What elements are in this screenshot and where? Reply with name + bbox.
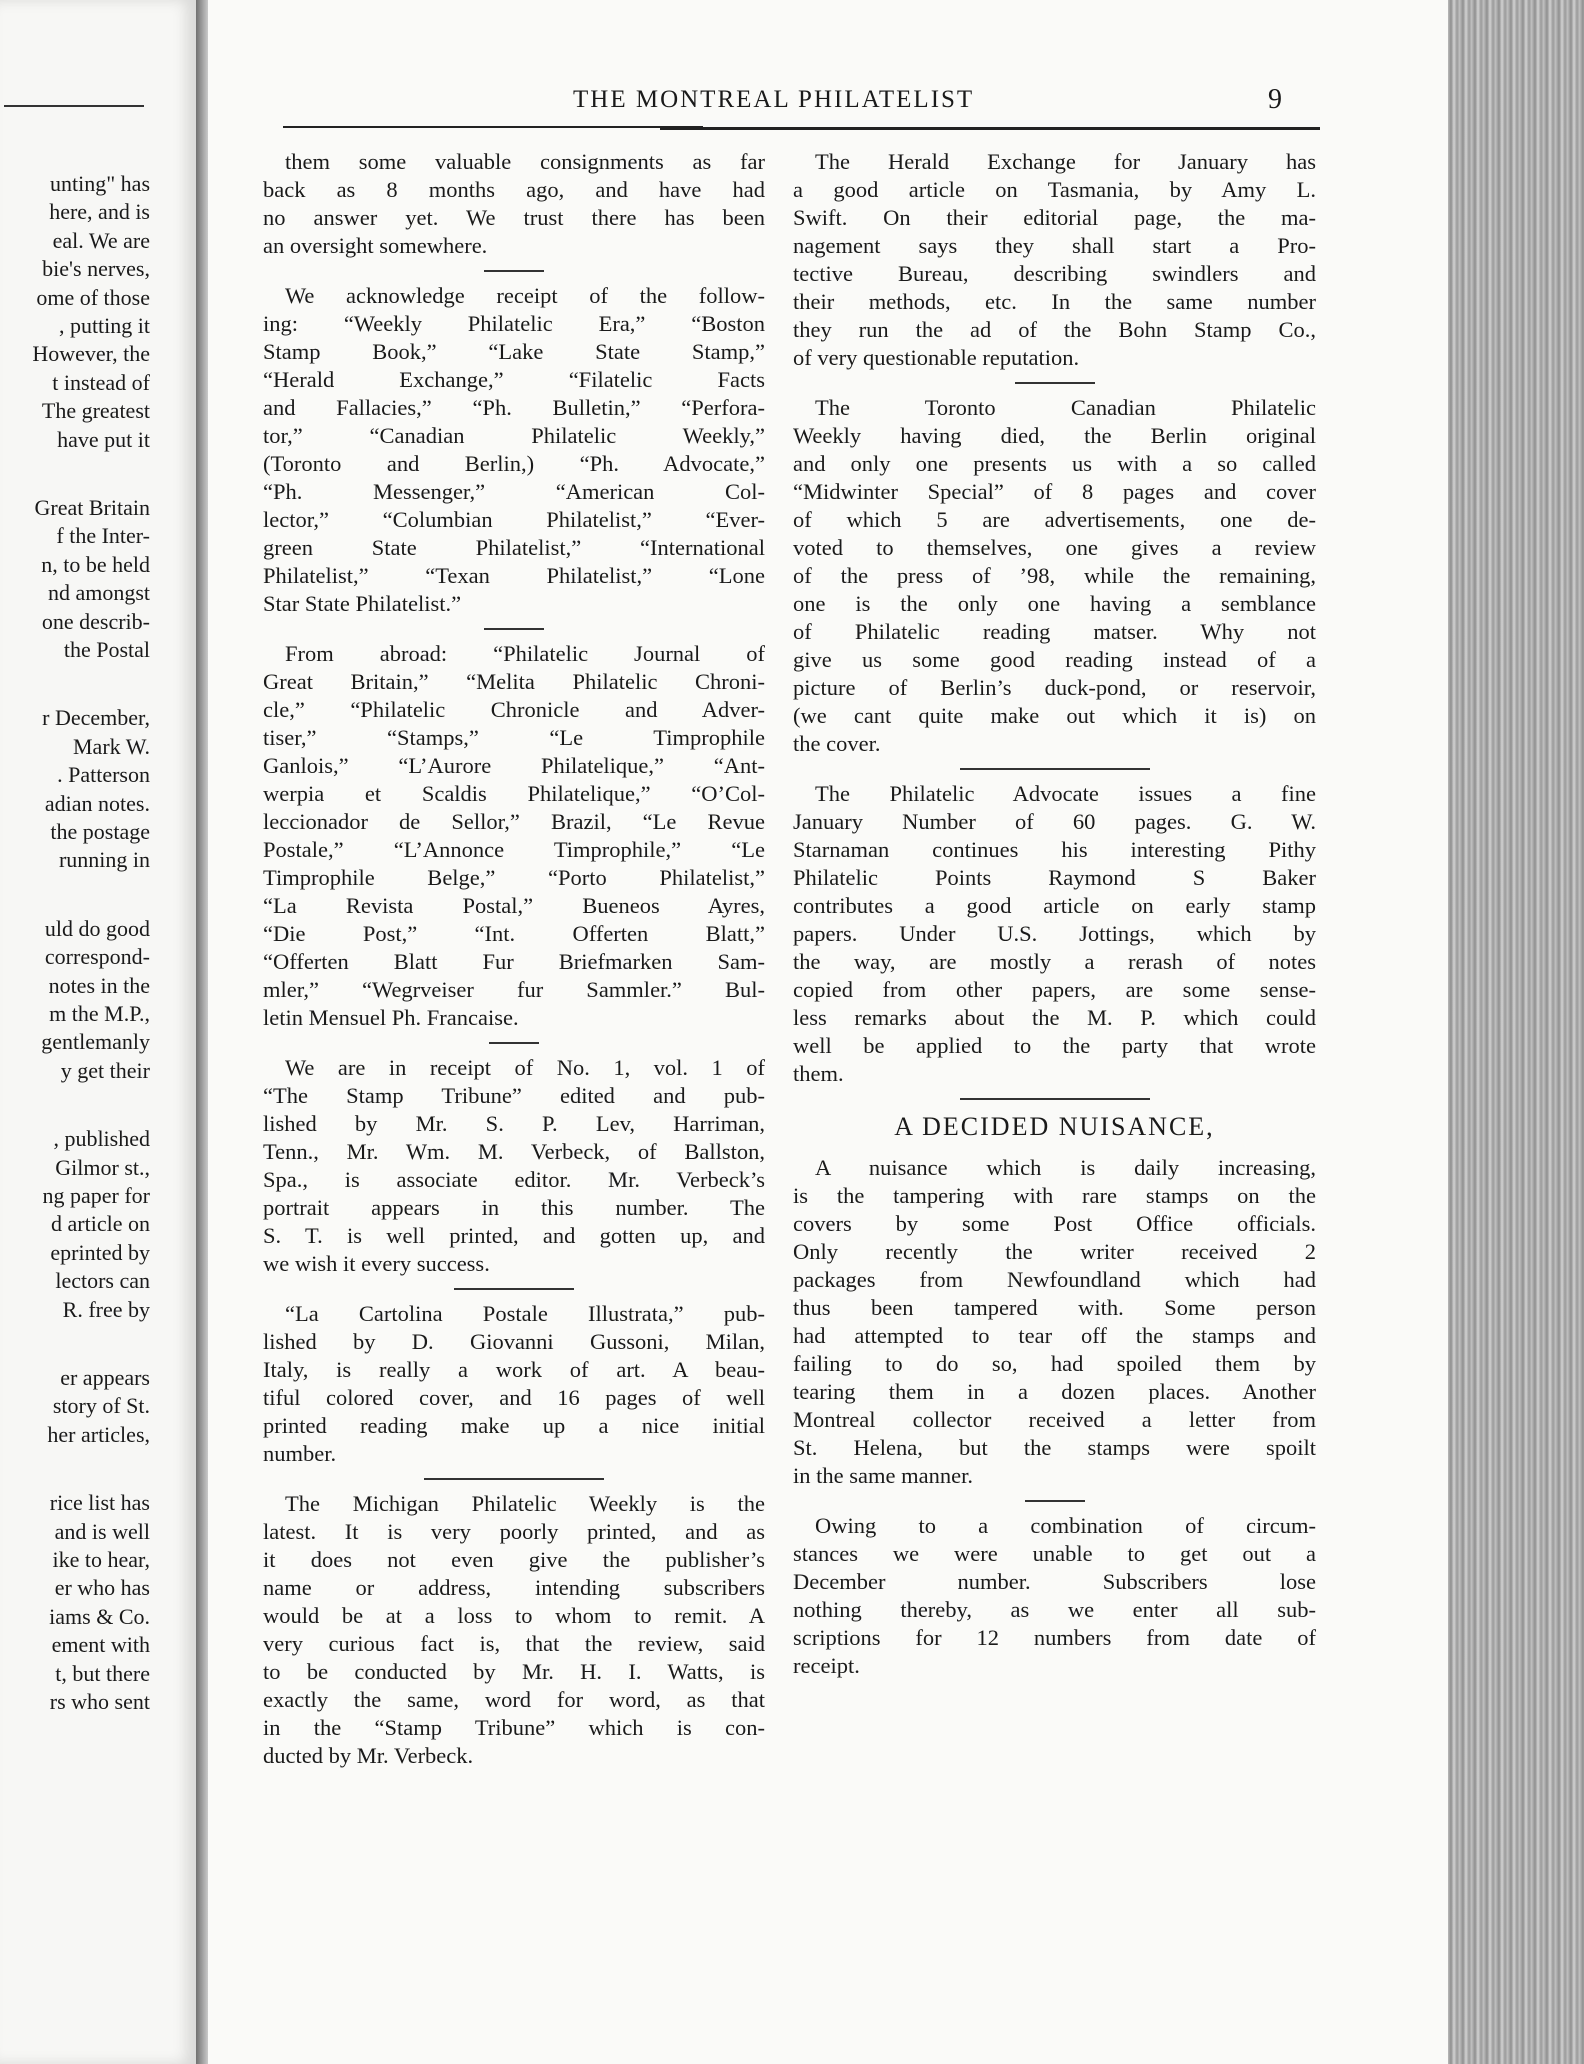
facing-page-line: her articles,: [47, 1421, 150, 1447]
facing-page-line: iams & Co.: [49, 1603, 150, 1629]
text-line: no answer yet. We trust there has been: [263, 205, 765, 230]
text-line: Philatelic Points Raymond S Baker: [793, 865, 1316, 890]
text-line: would be at a loss to whom to remit. A: [263, 1603, 765, 1628]
text-line: a good article on Tasmania, by Amy L.: [793, 177, 1316, 202]
text-line: S. T. is well printed, and gotten up, and: [263, 1223, 765, 1248]
facing-page-line: ome of those: [36, 284, 150, 310]
facing-page-line: here, and is: [49, 199, 150, 225]
text-line: voted to themselves, one gives a review: [793, 535, 1316, 560]
text-line: exactly the same, word for word, as that: [263, 1687, 765, 1712]
text-line: lector,” “Columbian Philatelist,” “Ever-: [263, 507, 765, 532]
text-line: number.: [263, 1441, 337, 1466]
text-line: “The Stamp Tribune” edited and pub-: [263, 1083, 765, 1108]
paragraph: [793, 394, 1316, 758]
paragraph: [263, 1490, 765, 1770]
text-line: well be applied to the party that wrote: [793, 1033, 1316, 1058]
text-line: of which 5 are advertisements, one de-: [793, 507, 1316, 532]
text-line: Weekly having died, the Berlin original: [793, 423, 1316, 448]
text-line: the way, are mostly a rerash of notes: [793, 949, 1316, 974]
facing-page-line: rs who sent: [49, 1689, 150, 1714]
text-line: The Herald Exchange for January has: [815, 149, 1316, 174]
facing-page-line: adian notes.: [44, 790, 150, 816]
text-line: Swift. On their editorial page, the ma-: [793, 205, 1316, 230]
text-line: Ganlois,” “L’Aurore Philatelique,” “Ant-: [263, 753, 765, 778]
text-line: Star State Philatelist.”: [263, 591, 462, 616]
text-line: We are in receipt of No. 1, vol. 1 of: [285, 1055, 765, 1080]
book-gutter: [196, 0, 208, 2064]
text-line: “Offerten Blatt Fur Briefmarken Sam-: [263, 949, 765, 974]
facing-page-line: , published: [53, 1126, 150, 1152]
paragraph: [793, 1512, 1316, 1680]
text-line: The Michigan Philatelic Weekly is the: [285, 1491, 765, 1516]
facing-page-line: eal. We are: [52, 227, 150, 253]
page-edges: [1448, 0, 1584, 2064]
text-line: December number. Subscribers lose: [793, 1569, 1316, 1594]
text-line: “La Cartolina Postale Illustrata,” pub-: [285, 1301, 765, 1326]
page: [208, 0, 1448, 2064]
text-line: (we cant quite make out which it is) on: [793, 703, 1316, 728]
text-line: tiful colored cover, and 16 pages of well: [263, 1385, 765, 1410]
section-separator: [1015, 382, 1095, 384]
text-line: “Ph. Messenger,” “American Col-: [263, 479, 765, 504]
text-line: letin Mensuel Ph. Francaise.: [263, 1005, 519, 1030]
text-line: cle,” “Philatelic Chronicle and Adver-: [263, 697, 765, 722]
text-line: werpia et Scaldis Philatelique,” “O’Col-: [263, 781, 765, 806]
facing-page-line: one describ-: [41, 608, 150, 634]
text-line: Montreal collector received a letter from: [793, 1407, 1316, 1432]
paragraph: [793, 780, 1316, 1088]
text-line: Stamp Book,” “Lake State Stamp,”: [263, 339, 765, 364]
text-line: of Philatelic reading matser. Why not: [793, 619, 1316, 644]
text-line: Philatelist,” “Texan Philatelist,” “Lone: [263, 563, 765, 588]
paragraph: [263, 1054, 765, 1278]
paragraph: [793, 1154, 1316, 1490]
text-line: receipt.: [793, 1653, 860, 1678]
facing-page-line: ng paper for: [42, 1183, 150, 1208]
text-line: less remarks about the M. P. which could: [793, 1005, 1316, 1030]
facing-page-line: uld do good: [44, 915, 150, 941]
facing-page-line: Gilmor st.,: [55, 1154, 150, 1180]
facing-page-line: . Patterson: [57, 762, 150, 788]
text-line: very curious fact is, that the review, said: [263, 1631, 765, 1656]
text-line: is the tampering with rare stamps on the: [793, 1183, 1316, 1208]
text-line: an oversight somewhere.: [263, 233, 488, 258]
text-line: lished by Mr. S. P. Lev, Harriman,: [263, 1111, 765, 1136]
facing-page-line: the Postal: [63, 637, 150, 662]
paragraph: [263, 640, 765, 1032]
facing-page-line: notes in the: [48, 972, 150, 998]
facing-page-line: er who has: [54, 1575, 150, 1601]
text-line: Spa., is associate editor. Mr. Verbeck’s: [263, 1167, 765, 1192]
facing-page-line: ement with: [51, 1632, 150, 1658]
header-rule-left: [283, 126, 703, 128]
running-title: THE MONTREAL PHILATELIST: [573, 86, 975, 113]
text-line: they run the ad of the Bohn Stamp Co.,: [793, 317, 1316, 342]
column-right: [793, 148, 1316, 1680]
text-line: we wish it every success.: [263, 1251, 490, 1276]
section-separator: [454, 1288, 574, 1290]
section-separator: [484, 270, 544, 272]
text-line: “La Revista Postal,” Bueneos Ayres,: [263, 893, 765, 918]
text-line: “Midwinter Special” of 8 pages and cover: [793, 479, 1316, 504]
text-line: Postale,” “L’Annonce Timprophile,” “Le: [263, 837, 765, 862]
facing-page-line: eprinted by: [50, 1239, 150, 1265]
text-line: thus been tampered with. Some person: [793, 1295, 1316, 1320]
facing-page-fragment: [0, 0, 196, 2064]
text-line: of the press of ’98, while the remaining,: [793, 563, 1316, 588]
text-line: contributes a good article on early stamp: [793, 893, 1316, 918]
text-line: Italy, is really a work of art. A beau-: [263, 1357, 765, 1382]
facing-page-line: running in: [58, 847, 150, 873]
section-separator: [424, 1478, 604, 1480]
section-separator: [960, 1098, 1150, 1100]
paragraph: [263, 148, 765, 260]
facing-page-line: nd amongst: [47, 580, 150, 606]
text-line: Timprophile Belge,” “Porto Philatelist,”: [263, 865, 765, 890]
facing-page-rule: [4, 105, 144, 107]
paragraph: [263, 282, 765, 618]
text-line: nothing thereby, as we enter all sub-: [793, 1597, 1316, 1622]
paragraph: [263, 1300, 765, 1468]
text-line: scriptions for 12 numbers from date of: [793, 1625, 1316, 1650]
text-line: ducted by Mr. Verbeck.: [263, 1743, 474, 1768]
text-line: (Toronto and Berlin,) “Ph. Advocate,”: [263, 451, 765, 476]
text-line: the cover.: [793, 731, 881, 756]
column-left: [263, 148, 765, 1770]
text-line: stances we were unable to get out a: [793, 1541, 1316, 1566]
text-line: Starnaman continues his interesting Pithy: [793, 837, 1316, 862]
facing-page-line: The greatest: [41, 398, 150, 424]
text-line: their methods, etc. In the same number: [793, 289, 1316, 314]
section-separator: [960, 768, 1150, 770]
facing-page-line: have put it: [57, 426, 150, 452]
text-line: portrait appears in this number. The: [263, 1195, 765, 1220]
page-number: 9: [1268, 84, 1282, 115]
section-heading: A DECIDED NUISANCE,: [894, 1112, 1215, 1141]
text-line: tor,” “Canadian Philatelic Weekly,”: [263, 423, 765, 448]
text-line: nagement says they shall start a Pro-: [793, 233, 1316, 258]
facing-page-line: t, but there: [55, 1660, 150, 1686]
text-line: A nuisance which is daily increasing,: [815, 1155, 1316, 1180]
facing-page-line: Great Britain: [34, 495, 150, 520]
text-line: “Die Post,” “Int. Offerten Blatt,”: [263, 921, 765, 946]
text-line: The Philatelic Advocate issues a fine: [815, 781, 1316, 806]
facing-page-line: er appears: [60, 1365, 150, 1390]
text-line: failing to do so, had spoiled them by: [793, 1351, 1316, 1376]
facing-page-line: rice list has: [49, 1490, 150, 1516]
text-line: and Fallacies,” “Ph. Bulletin,” “Perfora-: [263, 395, 765, 420]
text-line: name or address, intending subscribers: [263, 1575, 765, 1600]
text-line: picture of Berlin’s duck-pond, or reservoir,: [793, 675, 1316, 700]
text-line: tiser,” “Stamps,” “Le Timprophile: [263, 725, 765, 750]
facing-page-line: story of St.: [52, 1393, 150, 1419]
facing-page-line: y get their: [60, 1057, 150, 1083]
facing-page-line: f the Inter-: [56, 523, 150, 549]
text-line: Tenn., Mr. Wm. M. Verbeck, of Ballston,: [263, 1139, 765, 1164]
paragraph: [793, 148, 1316, 372]
text-line: it does not even give the publisher’s: [263, 1547, 765, 1572]
text-line: in the same manner.: [793, 1463, 973, 1488]
text-line: of very questionable reputation.: [793, 345, 1080, 370]
facing-page-line: ike to hear,: [52, 1547, 150, 1572]
facing-page-line: lectors can: [55, 1268, 150, 1294]
text-line: tearing them in a dozen places. Another: [793, 1379, 1316, 1404]
text-line: them some valuable consignments as far: [285, 149, 765, 174]
text-line: latest. It is very poorly printed, and as: [263, 1519, 765, 1544]
section-separator: [489, 1042, 539, 1044]
text-line: them.: [793, 1061, 844, 1086]
text-line: printed reading make up a nice initial: [263, 1413, 765, 1438]
page-header: [208, 86, 1448, 126]
facing-page-line: However, the: [32, 341, 150, 367]
text-line: leccionador de Sellor,” Brazil, “Le Revue: [263, 809, 765, 834]
text-line: give us some good reading instead of a: [793, 647, 1316, 672]
section-separator: [484, 628, 544, 630]
facing-page-line: unting" has: [49, 171, 150, 196]
text-line: in the “Stamp Tribune” which is con-: [263, 1715, 765, 1740]
text-line: The Toronto Canadian Philatelic: [815, 395, 1316, 420]
facing-page-line: the postage: [50, 819, 150, 844]
header-rule-right: [660, 127, 1320, 130]
text-line: copied from other papers, are some sense-: [793, 977, 1316, 1002]
text-line: and only one presents us with a so called: [793, 451, 1316, 476]
text-line: packages from Newfoundland which had: [793, 1267, 1316, 1292]
facing-page-line: d article on: [51, 1211, 150, 1237]
text-line: covers by some Post Office officials.: [793, 1211, 1316, 1236]
text-line: one is the only one having a semblance: [793, 591, 1316, 616]
text-line: had attempted to tear off the stamps and: [793, 1323, 1316, 1348]
text-line: back as 8 months ago, and have had: [263, 177, 765, 202]
text-line: St. Helena, but the stamps were spoilt: [793, 1435, 1316, 1460]
text-line: “Herald Exchange,” “Filatelic Facts: [263, 367, 765, 392]
facing-page-line: r December,: [42, 705, 150, 731]
text-line: tective Bureau, describing swindlers and: [793, 261, 1316, 286]
facing-page-line: R. free by: [62, 1296, 150, 1322]
text-line: From abroad: “Philatelic Journal of: [285, 641, 765, 666]
section-separator: [1025, 1500, 1085, 1502]
facing-page-line: m the M.P.,: [49, 1001, 150, 1026]
facing-page-line: bie's nerves,: [42, 256, 150, 282]
facing-page-line: gentlemanly: [41, 1029, 150, 1055]
text-line: Only recently the writer received 2: [793, 1239, 1316, 1264]
facing-page-line: n, to be held: [41, 551, 150, 577]
facing-page-line: , putting it: [58, 313, 150, 338]
text-line: January Number of 60 pages. G. W.: [793, 809, 1316, 834]
text-line: Great Britain,” “Melita Philatelic Chroni-: [263, 669, 765, 694]
text-line: ing: “Weekly Philatelic Era,” “Boston: [263, 311, 765, 336]
text-line: Owing to a combination of circum-: [815, 1513, 1316, 1538]
facing-page-line: t instead of: [52, 369, 150, 395]
text-line: to be conducted by Mr. H. I. Watts, is: [263, 1659, 765, 1684]
facing-page-line: correspond-: [44, 944, 150, 970]
text-line: We acknowledge receipt of the follow-: [285, 283, 765, 308]
text-line: papers. Under U.S. Jottings, which by: [793, 921, 1316, 946]
facing-page-line: and is well: [54, 1518, 150, 1544]
facing-page-line: Mark W.: [73, 733, 150, 759]
text-line: mler,” “Wegrveiser fur Sammler.” Bul-: [263, 977, 765, 1002]
text-line: green State Philatelist,” “International: [263, 535, 765, 560]
text-line: lished by D. Giovanni Gussoni, Milan,: [263, 1329, 765, 1354]
